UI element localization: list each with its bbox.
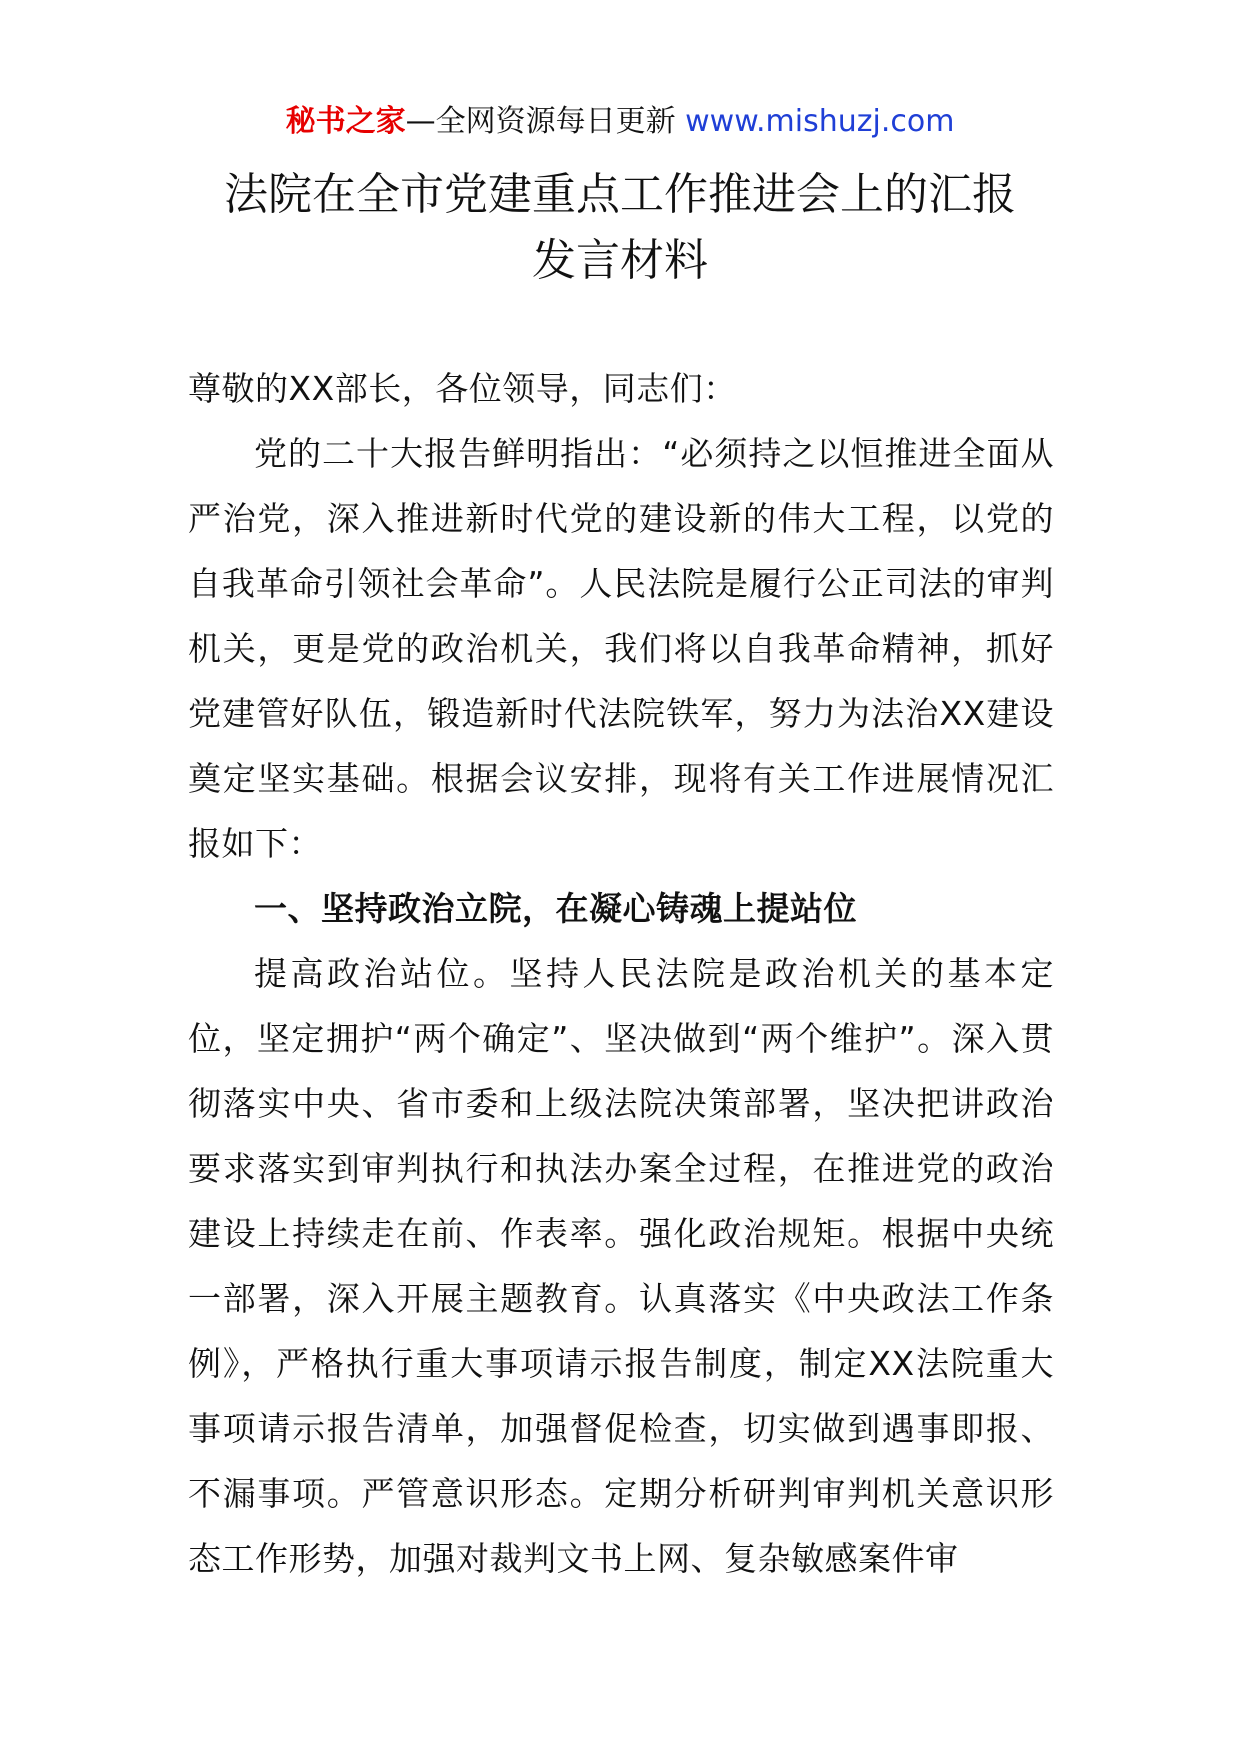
salutation: 尊敬的XX部长，各位领导，同志们： (188, 369, 737, 408)
watermark-brand: 秘书之家 (285, 104, 406, 139)
watermark-slogan: —全网资源每日更新 (405, 104, 686, 139)
watermark-header (0, 100, 1240, 144)
title-line-1: 法院在全市党建重点工作推进会上的汇报 (224, 169, 1016, 220)
title-line-2: 发言材料 (532, 235, 708, 286)
section-heading: 一、坚持政治立院，在凝心铸魂上提站位 (254, 889, 857, 928)
section-paragraph: 提高政治站位。坚持人民法院是政治机关的基本定位，坚定拥护“两个确定”、坚决做到“两个维护”。深入贯彻落实中央、省市委和上级法院决策部署，坚决把讲政治要求落实到审判执行和执法办案全过程，在推进党的政治建设上持续走在前、作表率。强化政治规矩。根据中央统一部署，深入开展主题教育。认真落实《中央政法工作条例》，严格执行重大事项请示报告制度，制定XX法院重大事项请示报告清单，加强督促检查，切实做到遇事即报、不漏事项。严管意识形态。定期分析研判审判机关意识形态工作形势，加强对裁判文书上网、复杂敏感案件审 (188, 954, 1054, 1578)
intro-paragraph: 党的二十大报告鲜明指出：“必须持之以恒推进全面从严治党，深入推进新时代党的建设新的伟大工程，以党的自我革命引领社会革命”。人民法院是履行公正司法的审判机关，更是党的政治机关，我们将以自我革命精神，抓好党建管好队伍，锻造新时代法院铁军，努力为法治XX建设奠定坚实基础。根据会议安排，现将有关工作进展情况汇报如下： (188, 434, 1054, 863)
document-body (188, 356, 1054, 1591)
watermark-url[interactable]: www.mishuzj.com (685, 104, 955, 139)
document-title (0, 162, 1240, 294)
